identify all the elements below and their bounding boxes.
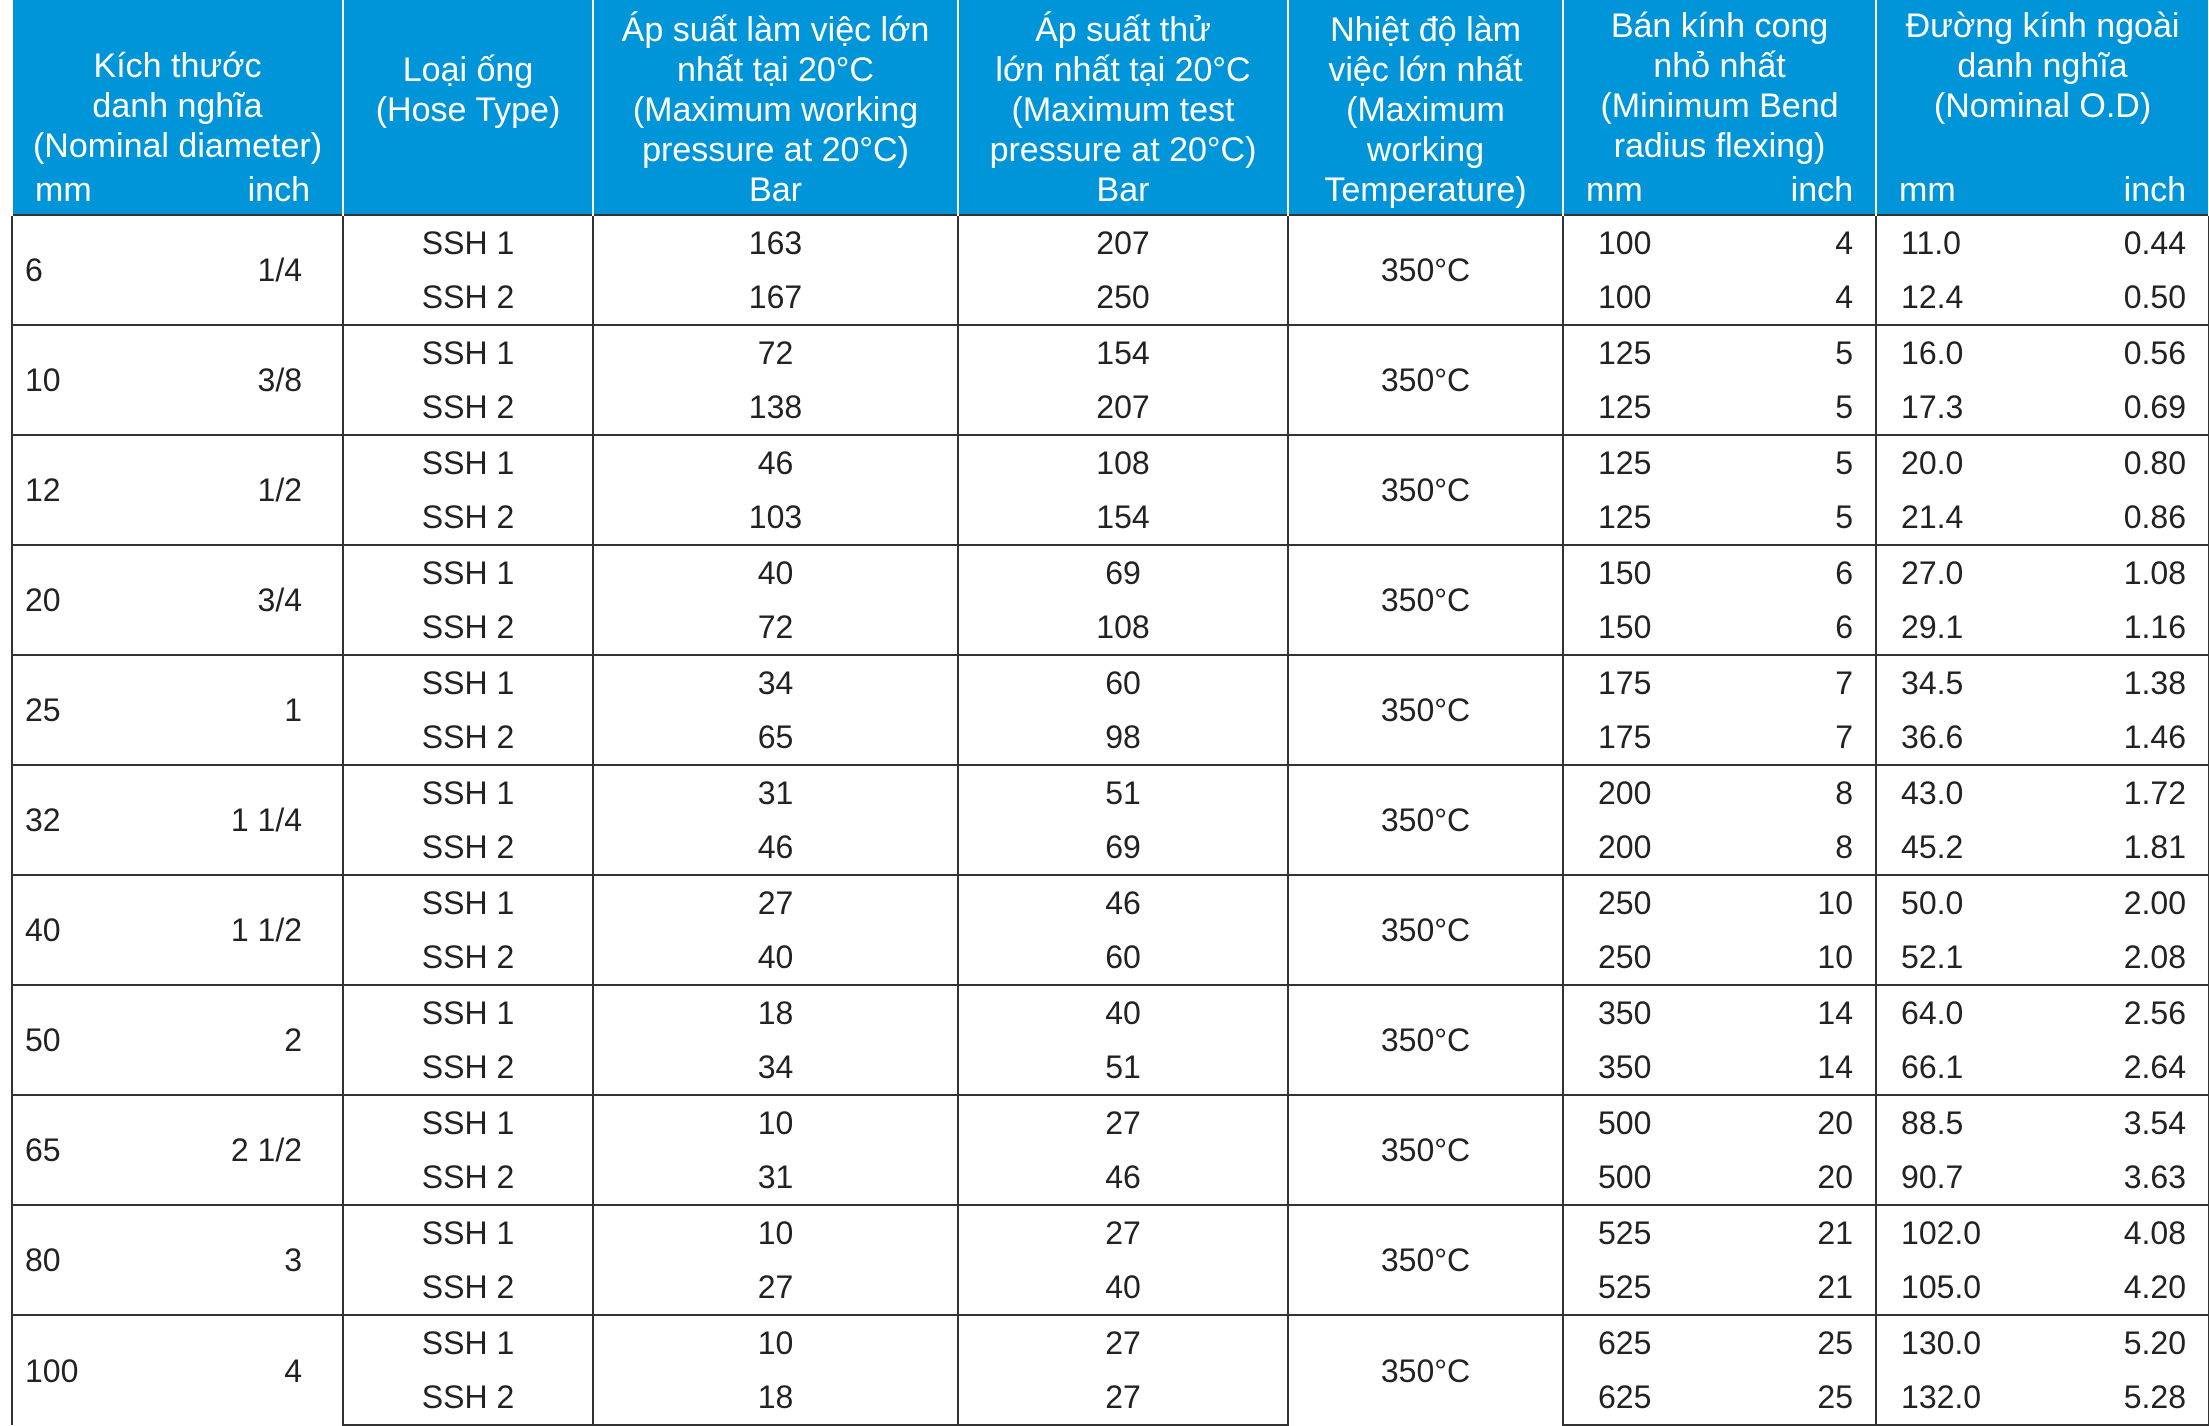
cell-working-pressure: 65 (593, 710, 958, 765)
table-row (12, 1095, 2209, 1150)
cell-outer-diameter-inch: 5.20 (2041, 1315, 2209, 1370)
header-nominal-diameter-line-1: Kích thước (93, 47, 262, 85)
header-bend-radius-line-4: radius flexing) (1613, 127, 1826, 165)
cell-bend-radius-inch: 7 (1718, 710, 1876, 765)
cell-outer-diameter-mm: 36.6 (1876, 710, 2041, 765)
cell-test-pressure: 154 (958, 325, 1288, 380)
cell-outer-diameter-mm: 17.3 (1876, 380, 2041, 435)
header-nominal-diameter-unit-mm: mm (35, 171, 92, 209)
cell-bend-radius-inch: 25 (1718, 1315, 1876, 1370)
cell-working-pressure: 138 (593, 380, 958, 435)
cell-outer-diameter-mm: 50.0 (1876, 875, 2041, 930)
cell-bend-radius-mm: 525 (1563, 1205, 1718, 1260)
cell-outer-diameter-inch: 3.54 (2041, 1095, 2209, 1150)
cell-hose-type: SSH 1 (343, 875, 593, 930)
cell-test-pressure: 60 (958, 930, 1288, 985)
cell-outer-diameter-mm: 21.4 (1876, 490, 2041, 545)
cell-working-pressure: 40 (593, 930, 958, 985)
header-nominal-diameter-unit-inch: inch (247, 171, 310, 209)
cell-bend-radius-mm: 350 (1563, 985, 1718, 1040)
cell-bend-radius-mm: 500 (1563, 1150, 1718, 1205)
cell-bend-radius-inch: 4 (1718, 215, 1876, 270)
cell-outer-diameter-inch: 0.44 (2041, 215, 2209, 270)
cell-nominal-mm: 10 (12, 325, 195, 435)
cell-test-pressure: 27 (958, 1315, 1288, 1370)
cell-working-temperature: 350°C (1288, 215, 1563, 325)
cell-bend-radius-mm: 125 (1563, 435, 1718, 490)
table-header (12, 0, 2209, 215)
cell-test-pressure: 40 (958, 985, 1288, 1040)
cell-working-pressure: 72 (593, 325, 958, 380)
cell-outer-diameter-inch: 4.20 (2041, 1260, 2209, 1315)
header-test-pressure-line-2: lớn nhất tại 20°C (995, 51, 1251, 89)
cell-bend-radius-mm: 150 (1563, 545, 1718, 600)
cell-working-temperature: 350°C (1288, 1315, 1563, 1425)
spec-table-container (11, 0, 2208, 1426)
header-working-temperature-line-3: (Maximum (1346, 91, 1505, 129)
cell-outer-diameter-inch: 0.69 (2041, 380, 2209, 435)
cell-test-pressure: 27 (958, 1095, 1288, 1150)
cell-outer-diameter-mm: 130.0 (1876, 1315, 2041, 1370)
cell-hose-type: SSH 2 (343, 1150, 593, 1205)
table-row (12, 215, 2209, 270)
cell-nominal-inch: 2 (195, 985, 343, 1095)
cell-working-temperature: 350°C (1288, 1205, 1563, 1315)
cell-outer-diameter-mm: 90.7 (1876, 1150, 2041, 1205)
cell-working-pressure: 46 (593, 435, 958, 490)
cell-nominal-inch: 3/8 (195, 325, 343, 435)
header-test-pressure-line-3: (Maximum test (1011, 91, 1235, 129)
cell-working-temperature: 350°C (1288, 655, 1563, 765)
cell-bend-radius-inch: 10 (1718, 930, 1876, 985)
header-test-pressure (958, 0, 1288, 215)
cell-hose-type: SSH 2 (343, 930, 593, 985)
cell-hose-type: SSH 2 (343, 820, 593, 875)
table-row (12, 325, 2209, 380)
cell-outer-diameter-inch: 1.46 (2041, 710, 2209, 765)
cell-outer-diameter-mm: 11.0 (1876, 215, 2041, 270)
table-row (12, 545, 2209, 600)
header-bend-radius-line-1: Bán kính cong (1610, 7, 1829, 45)
header-bend-radius (1563, 0, 1876, 215)
cell-nominal-inch: 1/4 (195, 215, 343, 325)
cell-nominal-mm: 80 (12, 1205, 195, 1315)
header-bend-radius-unit-mm: mm (1586, 171, 1643, 209)
cell-bend-radius-inch: 7 (1718, 655, 1876, 710)
header-outer-diameter-unit-inch: inch (2123, 171, 2187, 209)
cell-outer-diameter-mm: 52.1 (1876, 930, 2041, 985)
cell-bend-radius-mm: 250 (1563, 875, 1718, 930)
cell-bend-radius-mm: 175 (1563, 710, 1718, 765)
cell-bend-radius-mm: 625 (1563, 1370, 1718, 1425)
cell-hose-type: SSH 1 (343, 325, 593, 380)
cell-test-pressure: 27 (958, 1370, 1288, 1425)
header-test-pressure-line-1: Áp suất thử (1035, 11, 1211, 49)
header-working-pressure (593, 0, 958, 215)
cell-working-pressure: 163 (593, 215, 958, 270)
cell-outer-diameter-inch: 2.64 (2041, 1040, 2209, 1095)
cell-nominal-mm: 50 (12, 985, 195, 1095)
cell-working-temperature: 350°C (1288, 765, 1563, 875)
header-outer-diameter-line-3: (Nominal O.D) (1933, 87, 2152, 125)
cell-test-pressure: 69 (958, 820, 1288, 875)
table-body (12, 215, 2209, 1425)
cell-bend-radius-mm: 250 (1563, 930, 1718, 985)
hose-spec-table (11, 0, 2209, 1426)
cell-outer-diameter-mm: 20.0 (1876, 435, 2041, 490)
cell-working-temperature: 350°C (1288, 985, 1563, 1095)
header-working-temperature-line-1: Nhiệt độ làm (1330, 11, 1521, 49)
cell-outer-diameter-mm: 105.0 (1876, 1260, 2041, 1315)
table-row (12, 655, 2209, 710)
header-nominal-diameter-line-3: (Nominal diameter) (32, 127, 323, 165)
header-outer-diameter-line-1: Đường kính ngoài (1905, 7, 2180, 45)
cell-working-pressure: 72 (593, 600, 958, 655)
cell-outer-diameter-mm: 45.2 (1876, 820, 2041, 875)
cell-test-pressure: 250 (958, 270, 1288, 325)
header-nominal-diameter (12, 0, 343, 215)
cell-outer-diameter-inch: 1.72 (2041, 765, 2209, 820)
table-row (12, 1315, 2209, 1370)
header-working-temperature (1288, 0, 1563, 215)
cell-nominal-mm: 65 (12, 1095, 195, 1205)
cell-outer-diameter-inch: 4.08 (2041, 1205, 2209, 1260)
header-bend-radius-unit-inch: inch (1790, 171, 1854, 209)
cell-outer-diameter-inch: 0.80 (2041, 435, 2209, 490)
cell-nominal-inch: 1 1/4 (195, 765, 343, 875)
cell-nominal-inch: 3/4 (195, 545, 343, 655)
cell-bend-radius-inch: 10 (1718, 875, 1876, 930)
cell-nominal-mm: 20 (12, 545, 195, 655)
cell-working-temperature: 350°C (1288, 435, 1563, 545)
cell-test-pressure: 108 (958, 600, 1288, 655)
cell-bend-radius-mm: 200 (1563, 765, 1718, 820)
cell-bend-radius-inch: 6 (1718, 600, 1876, 655)
cell-bend-radius-inch: 20 (1718, 1150, 1876, 1205)
cell-outer-diameter-inch: 0.50 (2041, 270, 2209, 325)
cell-bend-radius-mm: 175 (1563, 655, 1718, 710)
cell-bend-radius-inch: 6 (1718, 545, 1876, 600)
cell-working-pressure: 34 (593, 1040, 958, 1095)
cell-bend-radius-inch: 21 (1718, 1205, 1876, 1260)
cell-working-pressure: 31 (593, 1150, 958, 1205)
table-row (12, 875, 2209, 930)
cell-nominal-mm: 32 (12, 765, 195, 875)
table-row (12, 1205, 2209, 1260)
cell-bend-radius-mm: 125 (1563, 380, 1718, 435)
cell-outer-diameter-inch: 1.16 (2041, 600, 2209, 655)
cell-hose-type: SSH 1 (343, 1205, 593, 1260)
cell-bend-radius-inch: 5 (1718, 380, 1876, 435)
cell-hose-type: SSH 2 (343, 380, 593, 435)
cell-outer-diameter-mm: 43.0 (1876, 765, 2041, 820)
cell-hose-type: SSH 1 (343, 655, 593, 710)
cell-working-pressure: 46 (593, 820, 958, 875)
cell-test-pressure: 40 (958, 1260, 1288, 1315)
cell-hose-type: SSH 2 (343, 600, 593, 655)
cell-bend-radius-inch: 5 (1718, 325, 1876, 380)
cell-hose-type: SSH 1 (343, 1095, 593, 1150)
cell-outer-diameter-inch: 1.81 (2041, 820, 2209, 875)
cell-working-pressure: 40 (593, 545, 958, 600)
cell-test-pressure: 51 (958, 1040, 1288, 1095)
cell-outer-diameter-inch: 0.86 (2041, 490, 2209, 545)
cell-hose-type: SSH 1 (343, 545, 593, 600)
cell-outer-diameter-mm: 12.4 (1876, 270, 2041, 325)
cell-test-pressure: 60 (958, 655, 1288, 710)
cell-hose-type: SSH 2 (343, 1040, 593, 1095)
header-outer-diameter-unit-mm: mm (1899, 171, 1956, 209)
cell-test-pressure: 27 (958, 1205, 1288, 1260)
table-row (12, 985, 2209, 1040)
cell-working-temperature: 350°C (1288, 875, 1563, 985)
cell-working-pressure: 167 (593, 270, 958, 325)
cell-outer-diameter-inch: 3.63 (2041, 1150, 2209, 1205)
cell-test-pressure: 98 (958, 710, 1288, 765)
cell-outer-diameter-mm: 64.0 (1876, 985, 2041, 1040)
header-outer-diameter (1876, 0, 2209, 215)
cell-hose-type: SSH 2 (343, 1260, 593, 1315)
cell-bend-radius-inch: 5 (1718, 490, 1876, 545)
cell-bend-radius-mm: 100 (1563, 270, 1718, 325)
table-row (12, 435, 2209, 490)
cell-working-pressure: 18 (593, 985, 958, 1040)
cell-outer-diameter-mm: 27.0 (1876, 545, 2041, 600)
header-test-pressure-line-4: pressure at 20°C) (989, 131, 1257, 169)
cell-outer-diameter-mm: 88.5 (1876, 1095, 2041, 1150)
cell-hose-type: SSH 1 (343, 435, 593, 490)
header-working-pressure-line-1: Áp suất làm việc lớn (621, 11, 930, 49)
cell-working-pressure: 18 (593, 1370, 958, 1425)
cell-bend-radius-inch: 8 (1718, 820, 1876, 875)
header-hose-type-line-1: Loại ống (402, 51, 534, 89)
cell-outer-diameter-mm: 29.1 (1876, 600, 2041, 655)
cell-nominal-inch: 2 1/2 (195, 1095, 343, 1205)
cell-bend-radius-mm: 100 (1563, 215, 1718, 270)
cell-nominal-inch: 4 (195, 1315, 343, 1425)
cell-test-pressure: 207 (958, 215, 1288, 270)
header-hose-type (343, 0, 593, 215)
cell-nominal-inch: 1/2 (195, 435, 343, 545)
cell-nominal-inch: 1 (195, 655, 343, 765)
cell-working-temperature: 350°C (1288, 1095, 1563, 1205)
cell-hose-type: SSH 2 (343, 490, 593, 545)
cell-outer-diameter-inch: 1.38 (2041, 655, 2209, 710)
cell-outer-diameter-mm: 132.0 (1876, 1370, 2041, 1425)
cell-working-pressure: 10 (593, 1205, 958, 1260)
cell-bend-radius-mm: 200 (1563, 820, 1718, 875)
cell-nominal-mm: 40 (12, 875, 195, 985)
cell-hose-type: SSH 1 (343, 985, 593, 1040)
cell-bend-radius-mm: 350 (1563, 1040, 1718, 1095)
cell-bend-radius-inch: 21 (1718, 1260, 1876, 1315)
cell-outer-diameter-mm: 102.0 (1876, 1205, 2041, 1260)
cell-outer-diameter-inch: 5.28 (2041, 1370, 2209, 1425)
header-bend-radius-line-3: (Minimum Bend (1600, 87, 1839, 125)
cell-nominal-inch: 3 (195, 1205, 343, 1315)
cell-outer-diameter-mm: 16.0 (1876, 325, 2041, 380)
cell-nominal-mm: 6 (12, 215, 195, 325)
cell-outer-diameter-mm: 66.1 (1876, 1040, 2041, 1095)
cell-bend-radius-mm: 525 (1563, 1260, 1718, 1315)
header-test-pressure-unit: Bar (1096, 171, 1150, 209)
cell-hose-type: SSH 1 (343, 215, 593, 270)
cell-hose-type: SSH 1 (343, 765, 593, 820)
table-row (12, 765, 2209, 820)
cell-bend-radius-inch: 5 (1718, 435, 1876, 490)
cell-working-pressure: 10 (593, 1315, 958, 1370)
cell-working-pressure: 34 (593, 655, 958, 710)
cell-outer-diameter-inch: 0.56 (2041, 325, 2209, 380)
cell-test-pressure: 46 (958, 1150, 1288, 1205)
cell-hose-type: SSH 1 (343, 1315, 593, 1370)
cell-hose-type: SSH 2 (343, 270, 593, 325)
cell-test-pressure: 69 (958, 545, 1288, 600)
cell-test-pressure: 154 (958, 490, 1288, 545)
header-working-pressure-unit: Bar (749, 171, 802, 209)
cell-bend-radius-inch: 14 (1718, 985, 1876, 1040)
cell-bend-radius-mm: 125 (1563, 490, 1718, 545)
cell-bend-radius-inch: 20 (1718, 1095, 1876, 1150)
cell-nominal-mm: 100 (12, 1315, 195, 1425)
header-working-pressure-line-3: (Maximum working (632, 91, 919, 129)
cell-hose-type: SSH 2 (343, 710, 593, 765)
cell-nominal-mm: 12 (12, 435, 195, 545)
header-working-pressure-line-2: nhất tại 20°C (677, 51, 874, 89)
cell-outer-diameter-inch: 2.00 (2041, 875, 2209, 930)
header-bend-radius-line-2: nhỏ nhất (1653, 47, 1786, 85)
header-nominal-diameter-line-2: danh nghĩa (92, 87, 263, 125)
cell-working-pressure: 27 (593, 1260, 958, 1315)
cell-test-pressure: 46 (958, 875, 1288, 930)
cell-nominal-inch: 1 1/2 (195, 875, 343, 985)
cell-working-temperature: 350°C (1288, 545, 1563, 655)
cell-hose-type: SSH 2 (343, 1370, 593, 1425)
cell-bend-radius-mm: 625 (1563, 1315, 1718, 1370)
cell-bend-radius-inch: 25 (1718, 1370, 1876, 1425)
cell-outer-diameter-inch: 2.08 (2041, 930, 2209, 985)
cell-test-pressure: 108 (958, 435, 1288, 490)
cell-bend-radius-mm: 150 (1563, 600, 1718, 655)
cell-bend-radius-inch: 4 (1718, 270, 1876, 325)
cell-test-pressure: 207 (958, 380, 1288, 435)
cell-working-temperature: 350°C (1288, 325, 1563, 435)
cell-outer-diameter-inch: 1.08 (2041, 545, 2209, 600)
header-hose-type-line-2: (Hose Type) (375, 91, 561, 129)
header-working-temperature-line-4: working (1366, 131, 1485, 169)
cell-working-pressure: 103 (593, 490, 958, 545)
header-working-temperature-line-5: Temperature) (1324, 171, 1527, 209)
cell-working-pressure: 27 (593, 875, 958, 930)
cell-test-pressure: 51 (958, 765, 1288, 820)
cell-working-pressure: 10 (593, 1095, 958, 1150)
header-working-temperature-line-2: việc lớn nhất (1328, 51, 1523, 89)
cell-outer-diameter-inch: 2.56 (2041, 985, 2209, 1040)
cell-outer-diameter-mm: 34.5 (1876, 655, 2041, 710)
cell-bend-radius-mm: 500 (1563, 1095, 1718, 1150)
header-outer-diameter-line-2: danh nghĩa (1957, 47, 2128, 85)
cell-bend-radius-mm: 125 (1563, 325, 1718, 380)
cell-nominal-mm: 25 (12, 655, 195, 765)
cell-bend-radius-inch: 14 (1718, 1040, 1876, 1095)
cell-bend-radius-inch: 8 (1718, 765, 1876, 820)
header-working-pressure-line-4: pressure at 20°C) (642, 131, 909, 169)
cell-working-pressure: 31 (593, 765, 958, 820)
